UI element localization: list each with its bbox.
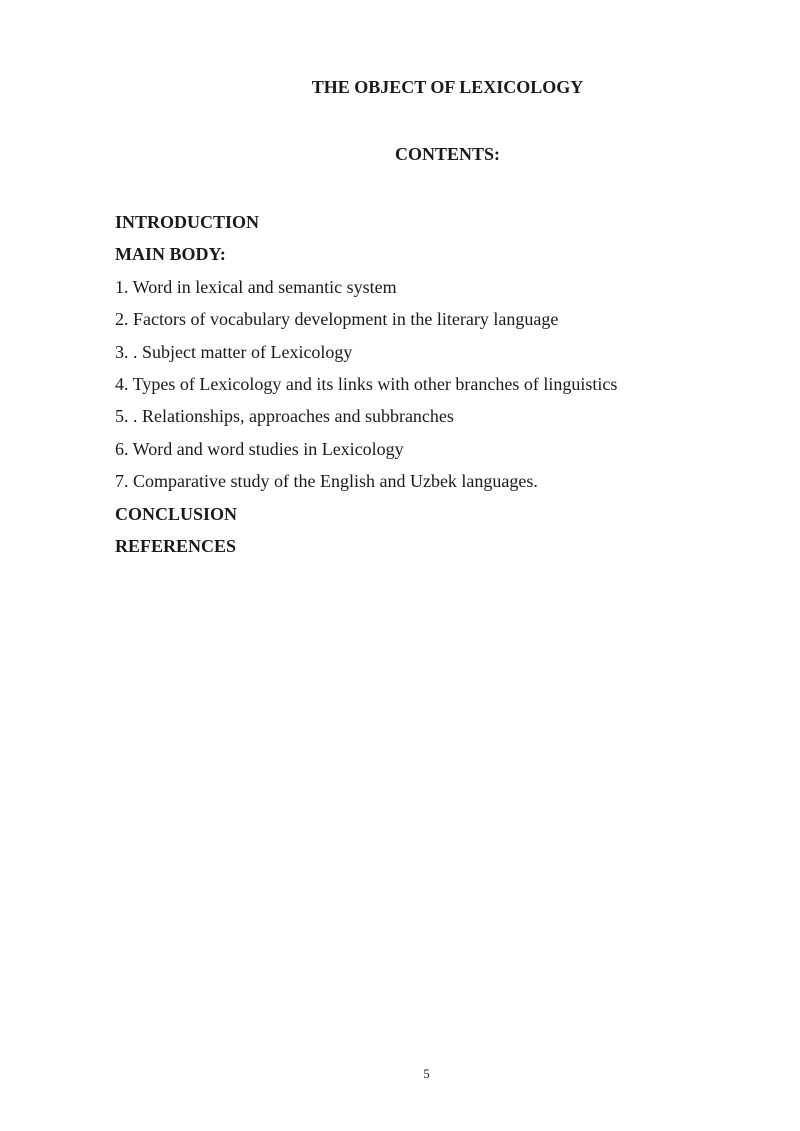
toc-item: 4. Types of Lexicology and its links with other branches of linguistics — [115, 374, 618, 395]
document-title: THE OBJECT OF LEXICOLOGY — [311, 77, 584, 97]
table-of-contents — [115, 206, 755, 562]
toc-item: 6. Word and word studies in Lexicology — [115, 438, 404, 459]
page-number: 5 — [423, 1066, 430, 1081]
toc-conclusion: CONCLUSION — [115, 503, 238, 524]
toc-introduction: INTRODUCTION — [115, 212, 260, 232]
toc-item: 3. . Subject matter of Lexicology — [115, 341, 353, 362]
toc-item: 2. Factors of vocabulary development in the literary language — [115, 309, 559, 330]
toc-references: REFERENCES — [115, 536, 237, 557]
toc-item: 7. Comparative study of the English and Uzbek languages. — [115, 471, 538, 492]
toc-item: 5. . Relationships, approaches and subbranches — [115, 406, 454, 427]
toc-item: 1. Word in lexical and semantic system — [115, 276, 397, 297]
toc-main-body: MAIN BODY: — [115, 244, 226, 265]
contents-heading: CONTENTS: — [394, 144, 501, 164]
